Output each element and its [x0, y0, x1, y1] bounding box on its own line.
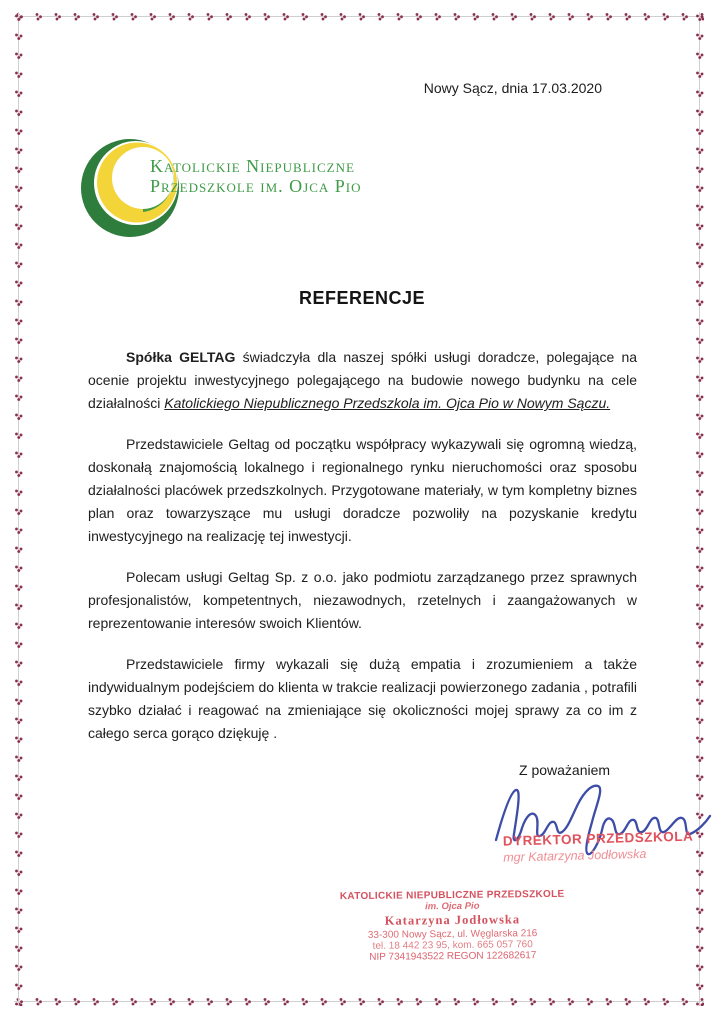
stamp-address: 33-300 Nowy Sącz, ul. Węglarska 216 [367, 928, 538, 941]
logo-wordmark [150, 156, 362, 196]
paragraph-4: Przedstawiciele firmy wykazali się dużą empatia i zrozumieniem a także indywidualnym podejściem do klienta w trakcie realizacji powierzonego zadania , potrafili szybko działać i reagować na zmieniające się okoliczności mojej sprawy za co im z całego serca gorąco dziękuję . [88, 656, 637, 741]
preschool-name-emphasis: Katolickiego Niepublicznego Przedszkola im. Ojca Pio w Nowym Sączu. [164, 395, 611, 411]
paragraph-1 [88, 346, 637, 415]
institution-rubber-stamp [325, 889, 581, 964]
stamp-institution-name: KATOLICKIE NIEPUBLICZNE PRZEDSZKOLE [339, 888, 565, 903]
paragraph-3: Polecam usługi Geltag Sp. z o.o. jako podmiotu zarządzanego przez sprawnych profesjonalistów, kompetentnych, niezawodnych, rzetelnych i zaangażowanych w reprezentowanie interesów swoich Klientów. [88, 569, 637, 631]
date-line: Nowy Sącz, dnia 17.03.2020 [423, 80, 602, 96]
paragraph-2: Przedstawiciele Geltag od początku współpracy wykazywali się ogromną wiedzą, doskonałą znajomością lokalnego i regionalnego rynku nieruchomości oraz sposobu działalności placówek przedszkolnych. Przygotowane materiały, w tym kompletny biznes plan oraz towarzyszące mu usługi doradcze pozwoliły na pozyskanie kredytu inwestycyjnego na realizację tej inwestycji. [88, 436, 637, 544]
company-name-bold: Spółka GELTAG [126, 349, 236, 365]
director-stamp [503, 828, 704, 864]
stamp-nip-regon: NIP 7341943522 REGON 122682617 [369, 950, 537, 963]
stamp-patron-line: im. Ojca Pio [425, 900, 480, 913]
logo-line-1: Katolickie Niepubliczne [150, 156, 355, 176]
stamp-person-name: Katarzyna Jodłowska [384, 912, 521, 928]
border-left-ornaments [14, 12, 23, 1006]
letter-body [88, 346, 637, 763]
director-stamp-name: mgr Katarzyna Jodłowska [503, 846, 647, 865]
director-stamp-title: DYREKTOR PRZEDSZKOLA [502, 828, 694, 849]
stamp-phones: tel. 18 442 23 95, kom. 665 057 760 [372, 939, 533, 952]
preschool-logo [80, 134, 380, 242]
valediction: Z poważaniem [519, 762, 611, 778]
paragraph-1-text: świadczyła dla naszej spółki usługi doradcze, polegające na ocenie projektu inwestycyjnego polegającego na budowie nowego budynku na cele działalności [88, 349, 638, 411]
border-bottom-ornaments [14, 997, 704, 1006]
page-title: REFERENCJE [298, 288, 426, 308]
border-top-ornaments [14, 12, 704, 21]
logo-line-2: Przedszkole im. Ojca Pio [150, 176, 362, 196]
